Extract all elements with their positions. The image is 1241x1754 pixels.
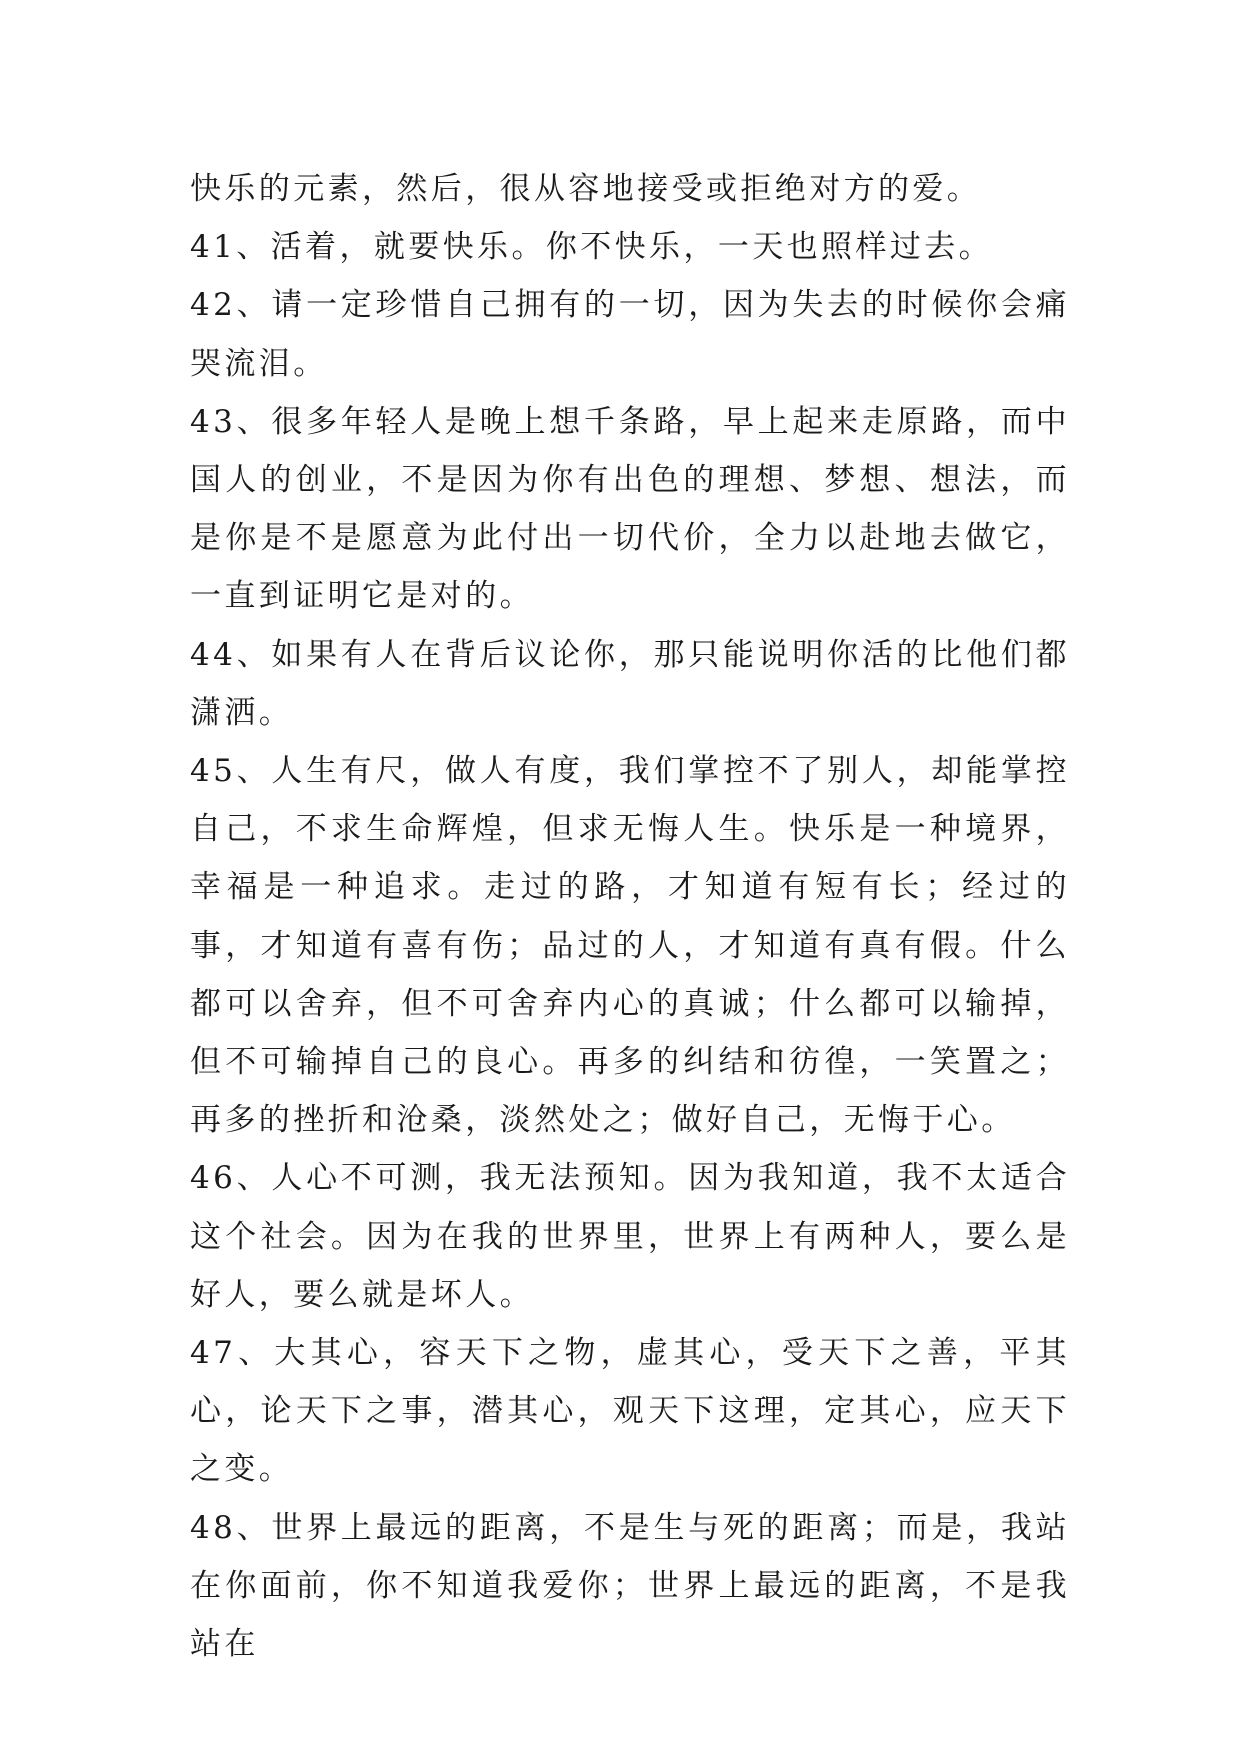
paragraph-41: 41、活着，就要快乐。你不快乐，一天也照样过去。 bbox=[190, 229, 994, 266]
paragraph-continuation: 快乐的元素，然后，很从容地接受或拒绝对方的爱。 bbox=[190, 171, 982, 207]
paragraph-45: 45、人生有尺，做人有度，我们掌控不了别人，却能掌控自己，不求生命辉煌，但求无悔人生。快乐是一种境界，幸福是一种追求。走过的路，才知道有短有长；经过的事，才知道有喜有伤；品过的人，才知道有真有假。什么都可以舍弃，但不可舍弃内心的真诚；什么都可以输掉，但不可输掉自己的良心。再多的纠结和彷徨，一笑置之；再多的挫折和沧桑，淡然处之；做好自己，无悔于心。 bbox=[190, 753, 1070, 1139]
document-body bbox=[190, 160, 1070, 1673]
paragraph-46: 46、人心不可测，我无法预知。因为我知道，我不太适合这个社会。因为在我的世界里，世界上有两种人，要么是好人，要么就是坏人。 bbox=[190, 1160, 1070, 1313]
paragraph-42: 42、请一定珍惜自己拥有的一切，因为失去的时候你会痛哭流泪。 bbox=[190, 287, 1070, 382]
paragraph-43: 43、很多年轻人是晚上想千条路，早上起来走原路，而中国人的创业，不是因为你有出色的理想、梦想、想法，而是你是不是愿意为此付出一切代价，全力以赴地去做它，一直到证明它是对的。 bbox=[190, 403, 1070, 615]
paragraph-48: 48、世界上最远的距离，不是生与死的距离；而是，我站在你面前，你不知道我爱你；世界上最远的距离，不是我站在 bbox=[190, 1509, 1070, 1663]
paragraph-44: 44、如果有人在背后议论你，那只能说明你活的比他们都潇洒。 bbox=[190, 636, 1070, 731]
paragraph-47: 47、大其心，容天下之物，虚其心，受天下之善，平其心，论天下之事，潜其心，观天下这理，定其心，应天下之变。 bbox=[190, 1335, 1070, 1488]
